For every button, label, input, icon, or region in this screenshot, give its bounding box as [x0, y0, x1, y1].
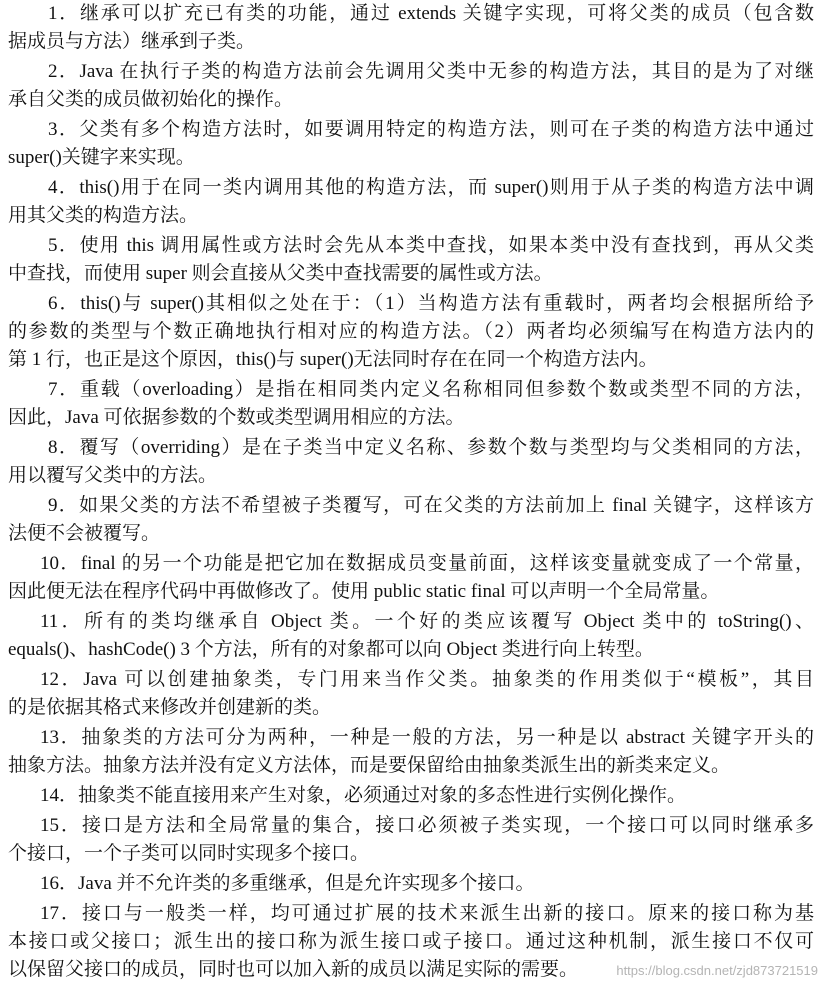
- item-text-line: 8．覆写（overriding）是在子类当中定义名称、参数个数与类型均与父类相同的方法，: [48, 437, 814, 458]
- item-text-line: 14．抽象类不能直接用来产生对象，必须通过对象的多态性进行实例化操作。: [40, 785, 687, 806]
- item-text-line: 抽象方法。抽象方法并没有定义方法体，而是要保留给由抽象类派生出的新类来定义。: [8, 755, 731, 776]
- item-text-line: 以保留父接口的成员，同时也可以加入新的成员以满足实际的需要。: [8, 959, 579, 980]
- item-text-line: 据成员与方法）继承到子类。: [8, 31, 256, 52]
- item-text-line: 个接口，一个子类可以同时实现多个接口。: [8, 843, 370, 864]
- item-text-line: 因此便无法在程序代码中再做修改了。使用 public static final 可以声明一个全局常量。: [8, 581, 720, 602]
- item-text-line: 3．父类有多个构造方法时，如要调用特定的构造方法，则可在子类的构造方法中通过: [48, 119, 814, 140]
- item-text-line: super()关键字来实现。: [8, 147, 195, 168]
- item-text-line: 承自父类的成员做初始化的操作。: [8, 89, 294, 110]
- item-text-line: 的参数的类型与个数正确地执行相对应的构造方法。（2）两者均必须编写在构造方法内的: [8, 321, 814, 342]
- item-text-line: 第 1 行，也正是这个原因，this()与 super()无法同时存在在同一个构造方法内。: [8, 349, 658, 370]
- item-text-line: 2．Java 在执行子类的构造方法前会先调用父类中无参的构造方法，其目的是为了对继: [48, 61, 814, 82]
- item-text-line: 4．this()用于在同一类内调用其他的构造方法，而 super()则用于从子类的构造方法中调: [48, 177, 814, 198]
- watermark: https://blog.csdn.net/zjd873721519: [616, 963, 818, 978]
- item-text-line: 13．抽象类的方法可分为两种，一种是一般的方法，另一种是以 abstract 关键字开头的: [40, 727, 814, 748]
- item-text-line: 的是依据其格式来修改并创建新的类。: [8, 697, 332, 718]
- item-text-line: 15．接口是方法和全局常量的集合，接口必须被子类实现，一个接口可以同时继承多: [40, 815, 814, 836]
- item-text-line: equals()、hashCode() 3 个方法，所有的对象都可以向 Object 类进行向上转型。: [8, 639, 654, 660]
- item-text-line: 1．继承可以扩充已有类的功能，通过 extends 关键字实现，可将父类的成员（包含数: [48, 3, 814, 24]
- item-text-line: 用其父类的构造方法。: [8, 205, 199, 226]
- item-text-line: 16．Java 并不允许类的多重继承，但是允许实现多个接口。: [40, 873, 535, 894]
- item-text-line: 法便不会被覆写。: [8, 523, 161, 544]
- item-text-line: 10．final 的另一个功能是把它加在数据成员变量前面，这样该变量就变成了一个常量，: [40, 553, 814, 574]
- item-text-line: 本接口或父接口；派生出的接口称为派生接口或子接口。通过这种机制，派生接口不仅可: [8, 931, 814, 952]
- item-text-line: 因此，Java 可依据参数的个数或类型调用相应的方法。: [8, 407, 465, 428]
- item-text-line: 12．Java 可以创建抽象类，专门用来当作父类。抽象类的作用类似于“模板”，其目: [40, 669, 814, 690]
- item-text-line: 11．所有的类均继承自 Object 类。一个好的类应该覆写 Object 类中的 toString()、: [40, 611, 814, 632]
- item-text-line: 7．重载（overloading）是指在相同类内定义名称相同但参数个数或类型不同的方法，: [48, 379, 814, 400]
- item-text-line: 6．this()与 super()其相似之处在于：（1）当构造方法有重载时，两者均会根据所给予: [48, 293, 814, 314]
- item-text-line: 17．接口与一般类一样，均可通过扩展的技术来派生出新的接口。原来的接口称为基: [40, 903, 814, 924]
- item-text-line: 9．如果父类的方法不希望被子类覆写，可在父类的方法前加上 final 关键字，这样该方: [48, 495, 814, 516]
- item-text-line: 用以覆写父类中的方法。: [8, 465, 218, 486]
- item-text-line: 5．使用 this 调用属性或方法时会先从本类中查找，如果本类中没有查找到，再从父类: [48, 235, 814, 256]
- item-text-line: 中查找，而使用 super 则会直接从父类中查找需要的属性或方法。: [8, 263, 553, 284]
